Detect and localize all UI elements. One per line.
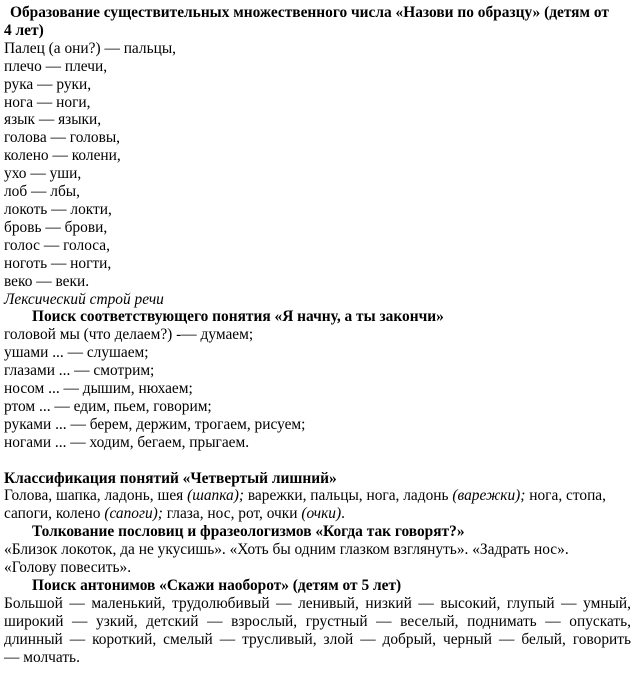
completion-line: руками ... — берем, держим, трогаем, рисуем; <box>4 415 306 433</box>
section-title: Толкование пословиц и фразеологизмов «Когда так говорят?» <box>32 523 465 541</box>
word-pair-list <box>4 40 631 291</box>
text-run: Голова, шапка, ладонь, шея <box>4 487 188 505</box>
antonym-line: широкий — узкий, детский — взрослый, грустный — веселый, поднимать — опускать, <box>4 612 631 630</box>
answer-text: (шапка); <box>187 487 244 505</box>
word-pair: Палец (а они?) — пальцы, <box>4 39 177 57</box>
section-matching-concept <box>4 308 631 451</box>
text-run: . <box>341 505 345 523</box>
word-pair: ухо — уши, <box>4 165 82 183</box>
word-pair: веко — веки. <box>4 272 90 290</box>
classification-line <box>4 487 631 505</box>
section-antonyms <box>4 577 631 667</box>
word-pair: голова — головы, <box>4 129 121 147</box>
text-run: нога, стопа, <box>525 487 606 505</box>
antonym-line: Большой — маленький, трудолюбивый — ленивый, низкий — высокий, глупый — умный, <box>4 594 631 612</box>
classification-line <box>4 505 631 523</box>
text-run: варежки, пальцы, нога, ладонь <box>244 487 453 505</box>
completion-line: ртом ... — едим, пьем, говорим; <box>4 397 212 415</box>
text-run: глаза, нос, рот, очки <box>162 505 302 523</box>
word-pair: плечо — плечи, <box>4 57 108 75</box>
blank-line <box>4 452 631 470</box>
answer-text: (очки) <box>301 505 342 523</box>
section-title-continuation: 4 лет) <box>4 21 44 39</box>
section-odd-one-out <box>4 470 631 524</box>
section-title: Поиск антонимов «Скажи наоборот» (детям от 5 лет) <box>32 576 402 594</box>
answer-text: (варежки); <box>452 487 526 505</box>
proverb-line: «Голову повесить». <box>4 559 132 577</box>
completion-line: ушами ... — слушаем; <box>4 344 149 362</box>
completion-line: носом ... — дышим, нюхаем; <box>4 380 193 398</box>
antonym-line: — молчать. <box>4 648 80 666</box>
section-title: Поиск соответствующего понятия «Я начну, а ты закончи» <box>32 308 444 326</box>
word-pair: бровь — брови, <box>4 218 108 236</box>
completion-line: ногами ... — ходим, бегаем, прыгаем. <box>4 433 250 451</box>
antonym-line: длинный — короткий, смелый — трусливый, злой — добрый, черный — белый, говорить <box>4 630 631 648</box>
word-pair: локоть — локти, <box>4 200 112 218</box>
section-title: Образование существительных множественного числа «Назови по образцу» (детям от <box>10 4 609 21</box>
completion-line: глазами ... — смотрим; <box>4 362 155 380</box>
answer-text: (сапоги); <box>104 505 163 523</box>
section-proverbs <box>4 523 631 577</box>
word-pair: лоб — лбы, <box>4 183 80 201</box>
proverb-line: «Близок локоток, да не укусишь». «Хоть бы одним глазком взглянуть». «Задрать нос». <box>4 541 569 559</box>
section-plural-nouns <box>4 4 631 308</box>
word-pair: рука — руки, <box>4 75 92 93</box>
word-pair: голос — голоса, <box>4 236 110 254</box>
section-title: Классификация понятий «Четвертый лишний» <box>4 469 337 487</box>
word-pair: колено — колени, <box>4 147 121 165</box>
word-pair: нога — ноги, <box>4 93 91 111</box>
text-run: сапоги, колено <box>4 505 105 523</box>
word-pair: ноготь — ногти, <box>4 254 112 272</box>
completion-line: головой мы (что делаем?) -— думаем; <box>4 326 254 344</box>
lexical-structure-caption: Лексический строй речи <box>4 290 164 308</box>
word-pair: язык — языки, <box>4 111 102 129</box>
